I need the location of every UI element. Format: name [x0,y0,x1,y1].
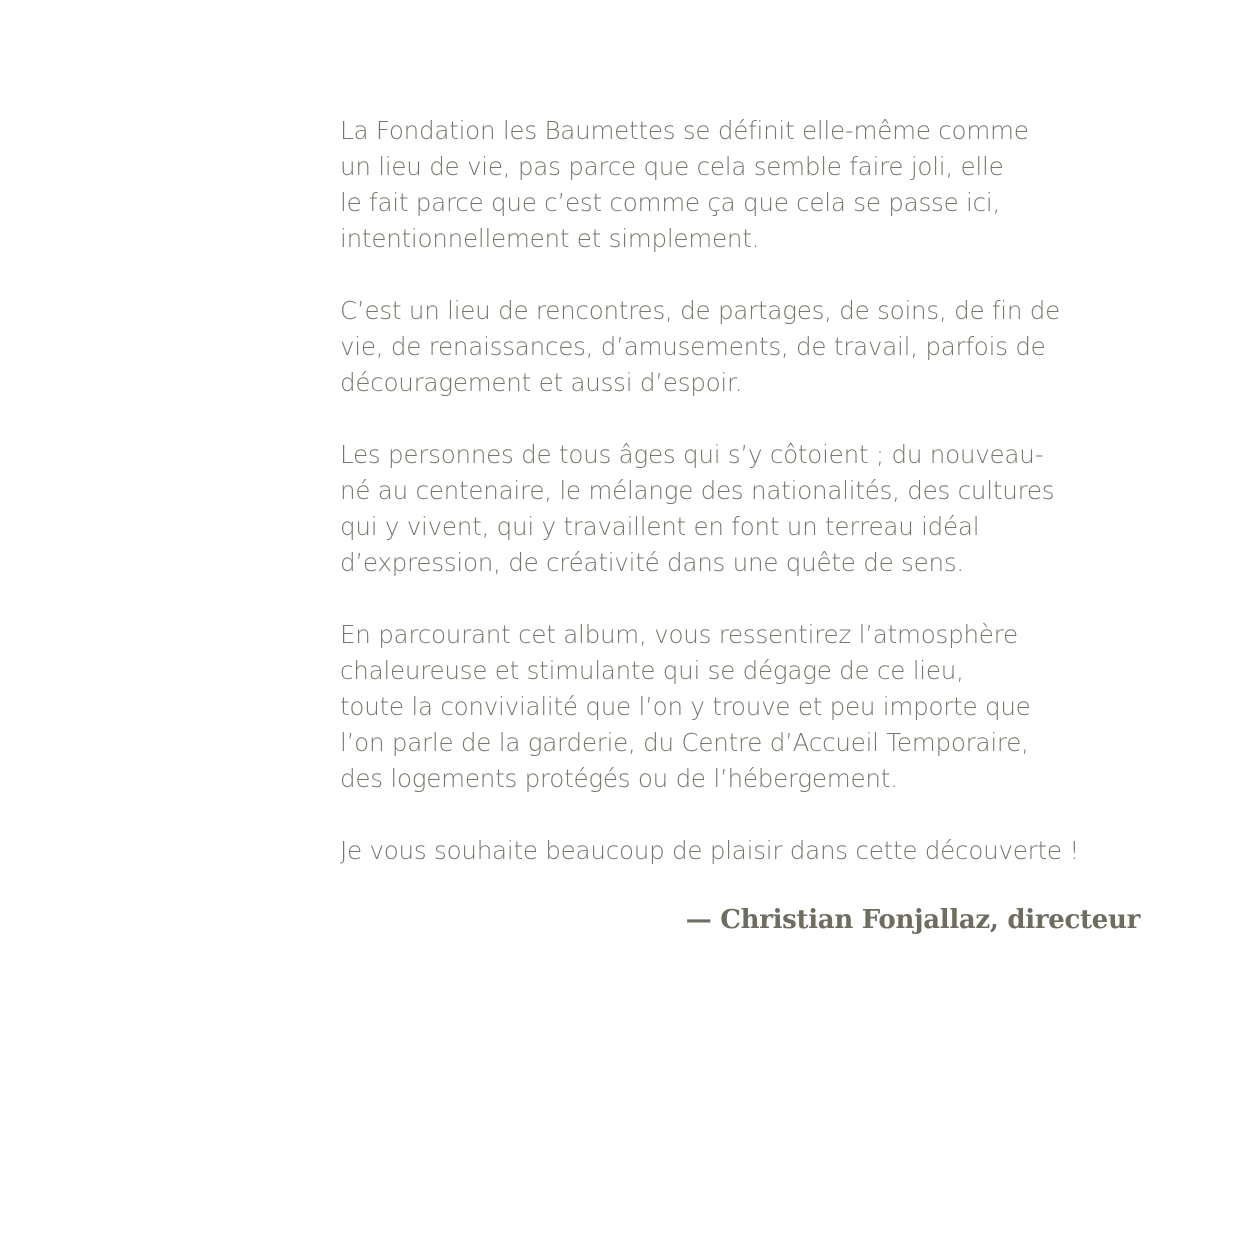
paragraph-line: vie, de renaissances, d’amusements, de travail, parfois de [340,332,1046,361]
paragraph-line: l’on parle de la garderie, du Centre d’Accueil Temporaire, [340,728,1029,757]
paragraph-line: d’expression, de créativité dans une quête de sens. [340,548,964,577]
paragraph-line: un lieu de vie, pas parce que cela semble faire joli, elle [340,152,1004,181]
paragraph-3 [340,437,1140,581]
paragraph-4 [340,617,1140,797]
paragraph-2 [340,293,1140,401]
paragraph-line: intentionnellement et simplement. [340,224,760,253]
paragraph-line: Je vous souhaite beaucoup de plaisir dans cette découverte ! [340,836,1079,865]
paragraph-line: En parcourant cet album, vous ressentirez l’atmosphère [340,620,1018,649]
paragraph-1 [340,113,1140,257]
paragraph-line: des logements protégés ou de l’hébergement. [340,764,898,793]
paragraph-line: La Fondation les Baumettes se définit elle-même comme [340,116,1029,145]
paragraph-line: découragement et aussi d’espoir. [340,368,743,397]
signature: — Christian Fonjallaz, directeur [685,905,1140,935]
paragraph-line: le fait parce que c’est comme ça que cela se passe ici, [340,188,1001,217]
paragraph-line: chaleureuse et stimulante qui se dégage de ce lieu, [340,656,964,685]
paragraph-line: né au centenaire, le mélange des nationalités, des cultures [340,476,1055,505]
paragraph-line: Les personnes de tous âges qui s’y côtoient ; du nouveau- [340,440,1044,469]
foreword-text [340,113,1140,905]
paragraph-line: toute la convivialité que l’on y trouve et peu importe que [340,692,1031,721]
paragraph-line: C’est un lieu de rencontres, de partages, de soins, de fin de [340,296,1061,325]
paragraph-5 [340,833,1140,869]
paragraph-line: qui y vivent, qui y travaillent en font un terreau idéal [340,512,980,541]
